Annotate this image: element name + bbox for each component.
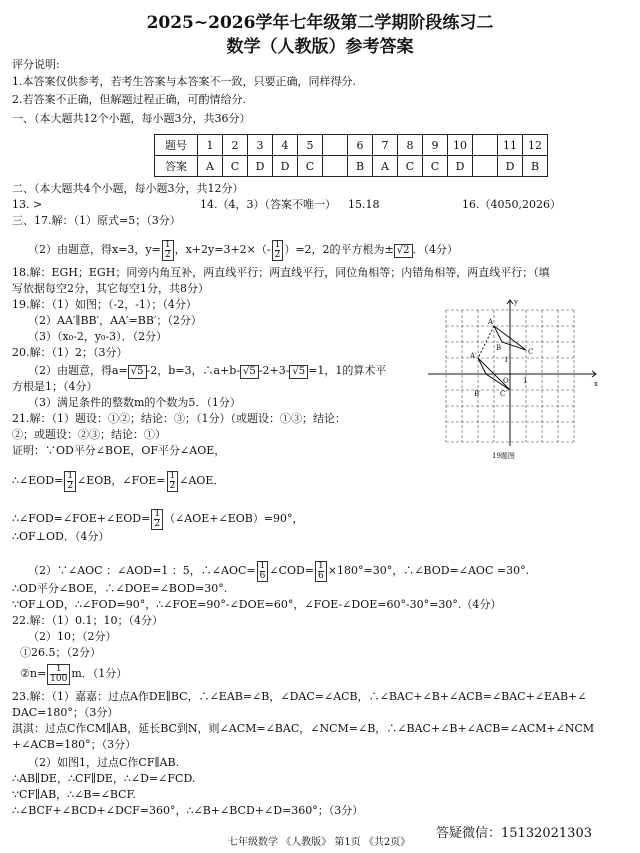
q19-figure [424,296,604,466]
q23-part1: 23.解：（1）嘉嘉：过点A作DE∥BC，∴∠EAB=∠B，∠DAC=∠ACB，∴∠BAC+∠B+∠ACB=∠BAC+∠EAB+∠ [12,690,587,703]
fraction-one-hundredth: $\frac{1}{100}$ [47,664,70,685]
minus-sign: - [266,243,271,256]
q17-part2 [28,238,458,262]
q21-proof-3: ∴∠FOD=∠FOE+∠EOD= $\frac{1}{2}(\angle AOE+\angle EOB)=90^\circ$， [12,508,304,529]
q17-text-c: ）=2，2的平方根为± [284,243,394,256]
scoring-label: 评分说明: [12,58,60,71]
table-cell-answer: D [273,156,298,177]
point-label-c-prime: C′ [500,390,507,398]
q23-part2-step3: ∴∠BCF+∠BCD+∠DCF=360°，∴∠B+∠BCD+∠D=360°；（3分） [12,804,364,817]
page-subtitle: 数学（人教版）参考答案 [226,37,414,57]
q20-part2-cont: 方根是1；（4分） [12,380,98,393]
q18-line-1: 18.解：EGH；EGH；同旁内角互补，两直线平行；两直线平行，同位角相等；内错角相等，两直线平行；（填 [12,266,550,279]
table-cell-answer: A [373,156,398,177]
table-cell-answer: B [523,156,548,177]
q17-text-a: （2）由题意，得x=3，y= [28,243,161,256]
sqrt-five: √5 [289,365,308,379]
figure-caption: 19题图 [492,452,515,460]
table-cell-answer: A [198,156,223,177]
axis-x-label: x [594,380,598,388]
axes [428,300,596,446]
table-cell-number: 1 [198,135,223,156]
scoring-rule-1: 1.本答案仅供参考，若考生答案与本答案不一致，只要正确，同样得分. [12,75,356,88]
answer-q16: 16.（4050,2026） [462,198,561,211]
sqrt-five: √5 [240,365,259,379]
q23-part2: （2）如图1，过点C作CF∥AB. [28,756,180,769]
q22-part2: （2）10；（2分） [28,630,117,643]
point-label-b-prime: B′ [474,390,481,398]
table-cell-number: 2 [223,135,248,156]
answer-q14: 14.（4，3）（答案不唯一） [200,198,336,211]
table-cell-answer [473,156,498,177]
q21-part2-c: ∵OF⊥OD，∴∠FOD=90°，∴∠FOE=90°-∠DOE=60°，∠FOE-∠DOE=60°-30°=30°.（4分） [12,598,502,611]
table-cell-number: 7 [373,135,398,156]
table-header-question: 题号 [155,135,198,156]
table-cell-answer: C [423,156,448,177]
q21-part1: 21.解：（1）题设：①②；结论：③；（1分）（或题设：①③；结论： [12,412,346,425]
q23-part2-step2: ∵CF∥AB，∴∠B=∠BCF. [12,788,137,801]
q22-part3: ①26.5；（2分） [20,646,101,659]
table-cell-answer: B [348,156,373,177]
table-cell-number [473,135,498,156]
fraction-one-half: $\frac{1}{2}$ [64,471,76,492]
fraction-one-sixth: $\frac{1}{6}$ [315,561,327,582]
q20-part3: （3）满足条件的整数m的个数为5．（1分） [28,396,241,409]
table-cell-number: 11 [498,135,523,156]
section-2-heading: 二、（本大题共4个小题，每小题3分，共12分） [12,182,244,195]
q22-part1: 22.解：（1）0.1；10；（4分） [12,614,163,627]
page-title: 2025~2026学年七年级第二学期阶段练习二 [146,13,494,33]
table-cell-number: 5 [298,135,323,156]
fraction-one-half: $\frac{1}{2}$ [151,509,163,530]
fraction-one-half: $\frac{1}{2}$ [162,240,174,261]
point-label-a: A [488,318,494,326]
sqrt-two: √2 [394,244,413,258]
point-label-b: B [496,344,502,352]
answer-table-numbers-row [155,135,548,156]
section-3-q17-1: 三、17.解：（1）原式=5；（3分） [12,214,181,227]
tick-y-1: 1 [504,356,509,364]
q17-text-d: ．（4分） [412,243,458,256]
table-cell-number: 8 [398,135,423,156]
table-cell-number: 10 [448,135,473,156]
table-cell-answer: D [498,156,523,177]
q21-part2-b: ∴OD平分∠BOE，∴∠DOE=∠BOD=30°. [12,582,228,595]
fraction-one-half: $\frac{1}{2}$ [167,471,179,492]
table-cell-number: 9 [423,135,448,156]
answer-table-answers-row [155,156,548,177]
page-footer: 七年级数学 《人教版》 第1页 《共2页》 [228,837,411,848]
q20-part1: 20.解：（1）2；（3分） [12,346,128,359]
q21-proof: 证明：∵OD平分∠BOE，OF平分∠AOE， [12,444,226,457]
q23-qiqi: 淇淇：过点C作CM∥AB，延长BC到N，则∠ACM=∠BAC，∠NCM=∠B，∴∠BAC+∠B+∠ACB=∠ACM+∠NCM [12,722,595,735]
table-cell-number [323,135,348,156]
table-cell-number: 12 [523,135,548,156]
answer-q15: 15.18 [348,198,380,211]
q17-text-b: ，x+2y=3+2×（ [174,243,267,256]
table-cell-answer [323,156,348,177]
q19-part2: （2）AA′∥BB′，AA′=BB′；（2分） [28,314,202,327]
q21-part1-cont: ②；或题设：②③；结论：①） [12,428,166,441]
fraction-one-half: $\frac{1}{2}$ [272,240,284,261]
contact-watermark: 答疑微信：15132021303 [436,826,592,841]
origin-label: O [503,377,509,385]
q21-proof-2: ∴∠EOD= $\frac{1}{2}\angle EOB$，∠FOE= $\frac{1}{2}\angle AOE$． [12,470,225,491]
table-header-answer: 答案 [155,156,198,177]
point-label-a-prime: A′ [470,352,477,360]
answer-table [154,134,548,177]
section-1-heading: 一、（本大题共12个小题，每小题3分，共36分） [12,112,251,125]
q18-line-2: 写依据每空2分，其它每空1分，共8分） [12,282,209,295]
q21-proof-4: ∴OF⊥OD．（4分） [12,530,110,543]
table-cell-answer: C [298,156,323,177]
table-cell-answer: C [398,156,423,177]
table-cell-answer: D [248,156,273,177]
point-label-c: C [528,348,534,356]
table-cell-answer: D [448,156,473,177]
fraction-one-sixth: $\frac{1}{6}$ [257,561,269,582]
q22-part4: ②n= $\frac{1}{100}m$．（1分） [20,663,128,684]
answer-q13: 13. > [12,198,43,211]
sqrt-five: √5 [128,365,147,379]
q19-part1: 19.解：（1）如图；（-2，-1）；（4分） [12,298,197,311]
table-cell-number: 4 [273,135,298,156]
table-cell-number: 3 [248,135,273,156]
q19-part3: （3）（x₀-2，y₀-3）．（2分） [28,330,168,343]
q23-part2-step1: ∴AB∥DE，∴CF∥DE，∴∠D=∠FCD. [12,772,196,785]
table-cell-number: 6 [348,135,373,156]
q20-part2: （2）由题意，得a= √5 -2，b=3，∴a+b- √5 -2+3- √5 =1，1的算术平 [28,364,387,377]
table-cell-answer: C [223,156,248,177]
scoring-rule-2: 2.若答案不正确，但解题过程正确，可酌情给分. [12,93,246,106]
q23-qiqi-cont: +∠ACB=180°；（3分） [12,738,137,751]
axis-y-label: y [514,298,518,306]
q21-part2: （2）∵∠AOC ：∠AOD=1 ：5，∴∠AOC= $\frac{1}{6}\angle COD=$ $\frac{1}{6}\times 180^\circ=30^\circ$，∴∠BOD=∠AOC =30°. [28,560,530,581]
tick-x-1: 1 [523,377,528,385]
q23-part1-cont: DAC=180°；（3分） [12,706,119,719]
